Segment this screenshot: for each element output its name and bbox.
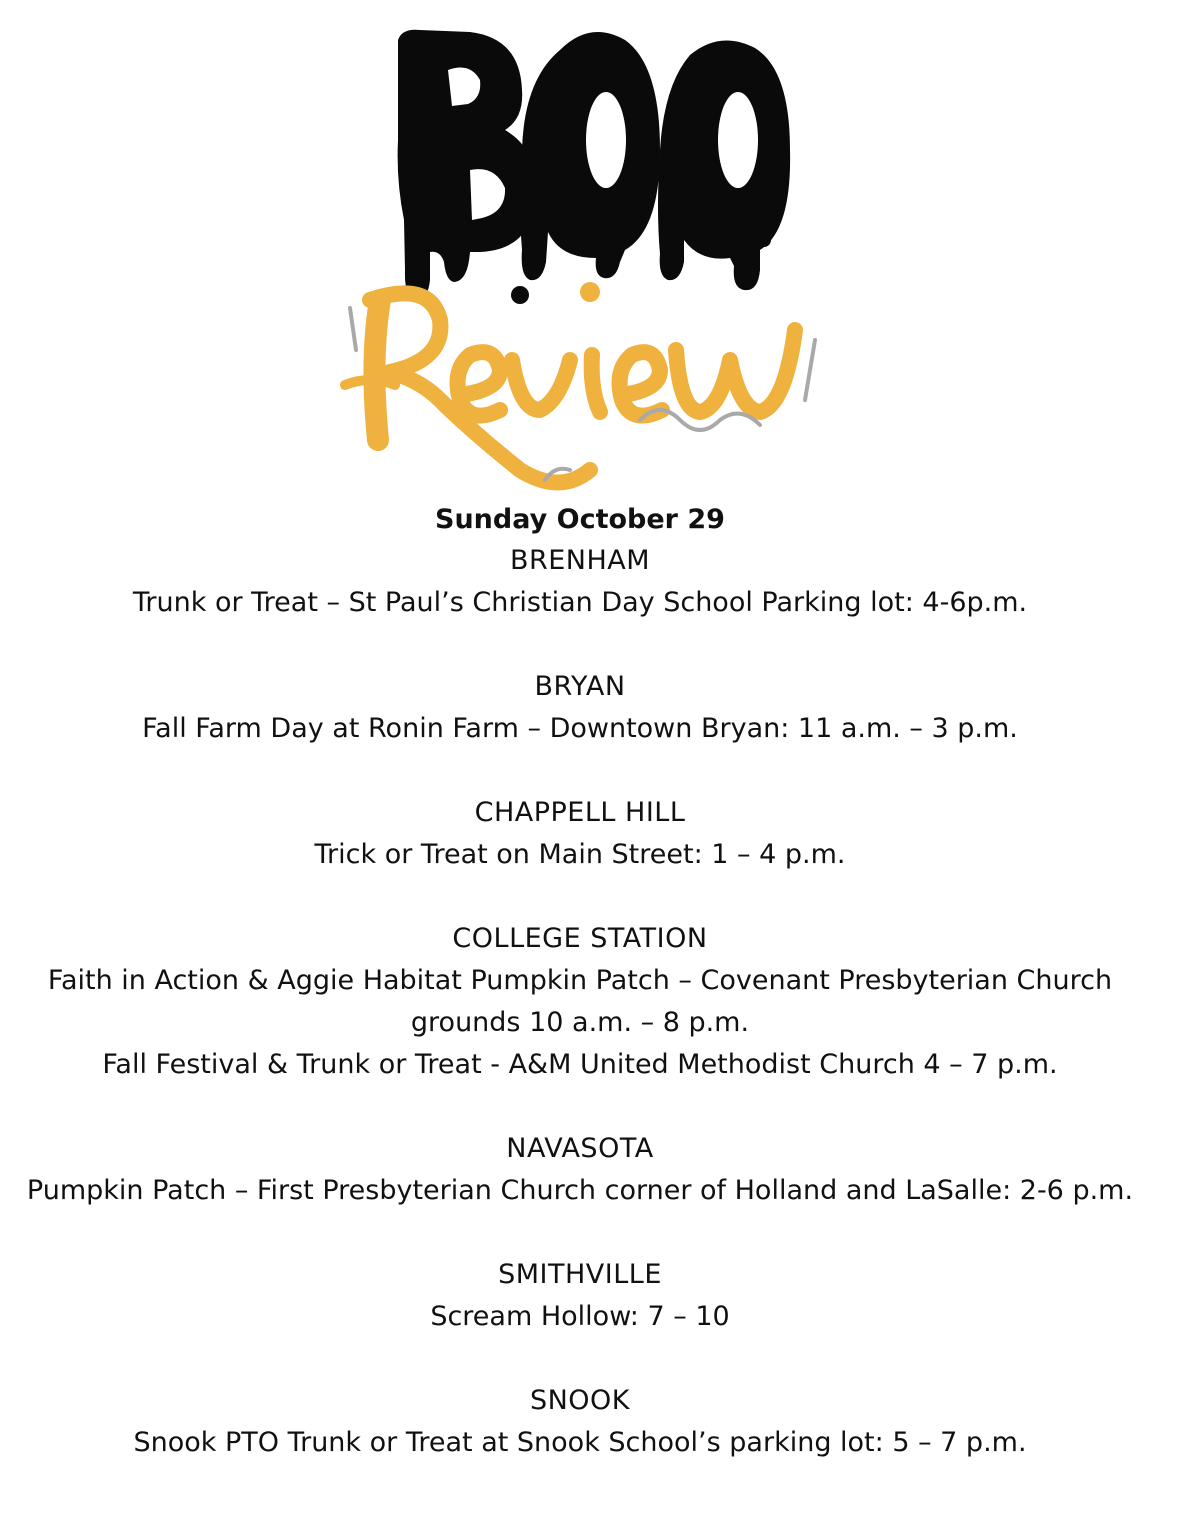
town-name: BRENHAM (509, 545, 651, 576)
i-dot (580, 282, 600, 302)
section-bryan (0, 666, 1160, 750)
event-line: Pumpkin Patch – First Presbyterian Church corner of Holland and LaSalle: 2-6 p.m. (26, 1175, 1134, 1206)
section-brenham (0, 540, 1160, 624)
logo-graphic (0, 0, 1187, 510)
town-name: SNOOK (529, 1385, 631, 1416)
section-snook (0, 1380, 1160, 1464)
event-line: Trick or Treat on Main Street: 1 – 4 p.m. (314, 839, 846, 870)
town-name: BRYAN (534, 671, 626, 702)
event-listing (0, 500, 1160, 1506)
event-line: Snook PTO Trunk or Treat at Snook School’s parking lot: 5 – 7 p.m. (133, 1427, 1027, 1458)
town-name: COLLEGE STATION (452, 923, 708, 954)
boo-review-logo (0, 0, 1187, 510)
section-navasota (0, 1128, 1160, 1212)
section-chappell-hill (0, 792, 1160, 876)
town-name: NAVASOTA (506, 1133, 654, 1164)
review-script (345, 293, 795, 482)
event-line: Fall Farm Day at Ronin Farm – Downtown Bryan: 11 a.m. – 3 p.m. (142, 713, 1018, 744)
section-smithville (0, 1254, 1160, 1338)
town-name: CHAPPELL HILL (474, 797, 686, 828)
event-line: Scream Hollow: 7 – 10 (430, 1301, 730, 1332)
town-name: SMITHVILLE (498, 1259, 662, 1290)
event-line: Trunk or Treat – St Paul’s Christian Day School Parking lot: 4-6p.m. (132, 587, 1028, 618)
date-heading: Sunday October 29 (435, 504, 725, 535)
section-college-station (0, 918, 1160, 1086)
event-line: Faith in Action & Aggie Habitat Pumpkin Patch – Covenant Presbyterian Church grounds 10 a.m. – 8 p.m. (47, 965, 1113, 1038)
event-line: Fall Festival & Trunk or Treat - A&M United Methodist Church 4 – 7 p.m. (102, 1049, 1058, 1080)
